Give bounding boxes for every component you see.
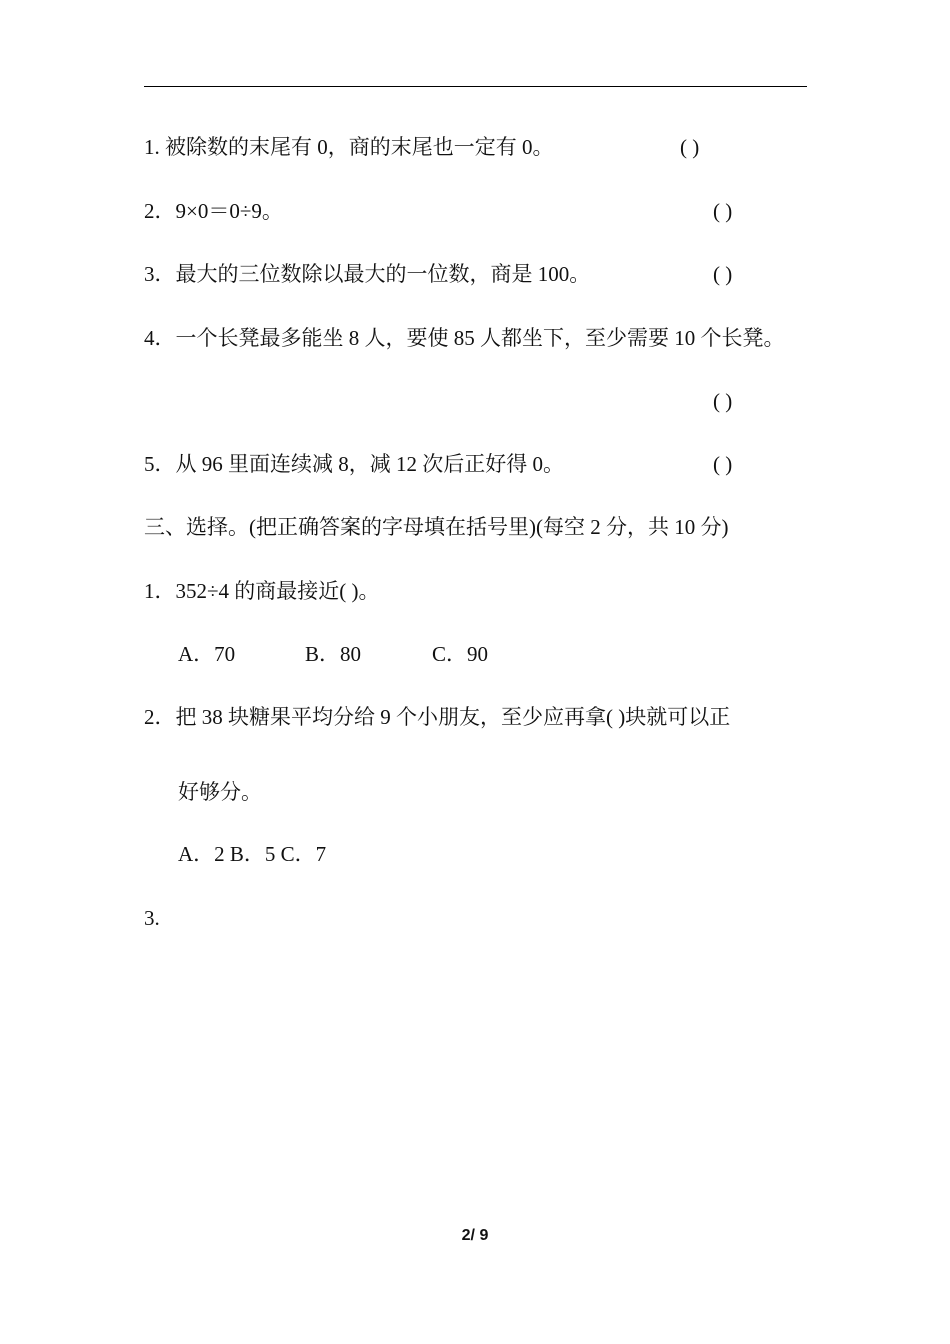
judge-answer-paren-4: ( ) — [713, 389, 733, 413]
judge-item-2: 2．9×0＝0÷9。 — [144, 199, 283, 223]
choice-1-option-a: A．70 — [178, 642, 236, 666]
judge-item-5: 5．从 96 里面连续减 8，减 12 次后正好得 0。 — [144, 452, 564, 476]
judge-answer-paren-1: ( ) — [680, 135, 700, 159]
judge-item-3: 3．最大的三位数除以最大的一位数，商是 100。 — [144, 262, 591, 286]
judge-answer-paren-3: ( ) — [713, 262, 733, 286]
header-rule — [144, 86, 807, 87]
choice-question-3: 3. — [144, 906, 160, 930]
choice-question-2-line-2: 好够分。 — [178, 780, 262, 804]
choice-2-options: A．2 B．5 C．7 — [178, 842, 327, 866]
judge-item-1: 1. 被除数的末尾有 0，商的末尾也一定有 0。 — [144, 135, 554, 159]
choice-1-option-c: C．90 — [432, 642, 489, 666]
judge-answer-paren-5: ( ) — [713, 452, 733, 476]
judge-answer-paren-2: ( ) — [713, 199, 733, 223]
choice-1-option-b: B．80 — [305, 642, 362, 666]
page-number: 2/ 9 — [461, 1227, 489, 1244]
choice-question-2-line-1: 2．把 38 块糖果平均分给 9 个小朋友，至少应再拿( )块就可以正 — [144, 705, 731, 729]
choice-question-1: 1．352÷4 的商最接近( )。 — [144, 579, 380, 603]
judge-item-4: 4．一个长凳最多能坐 8 人，要使 85 人都坐下，至少需要 10 个长凳。 — [144, 326, 785, 350]
section-heading-choice: 三、选择。(把正确答案的字母填在括号里)(每空 2 分，共 10 分) — [144, 515, 729, 539]
